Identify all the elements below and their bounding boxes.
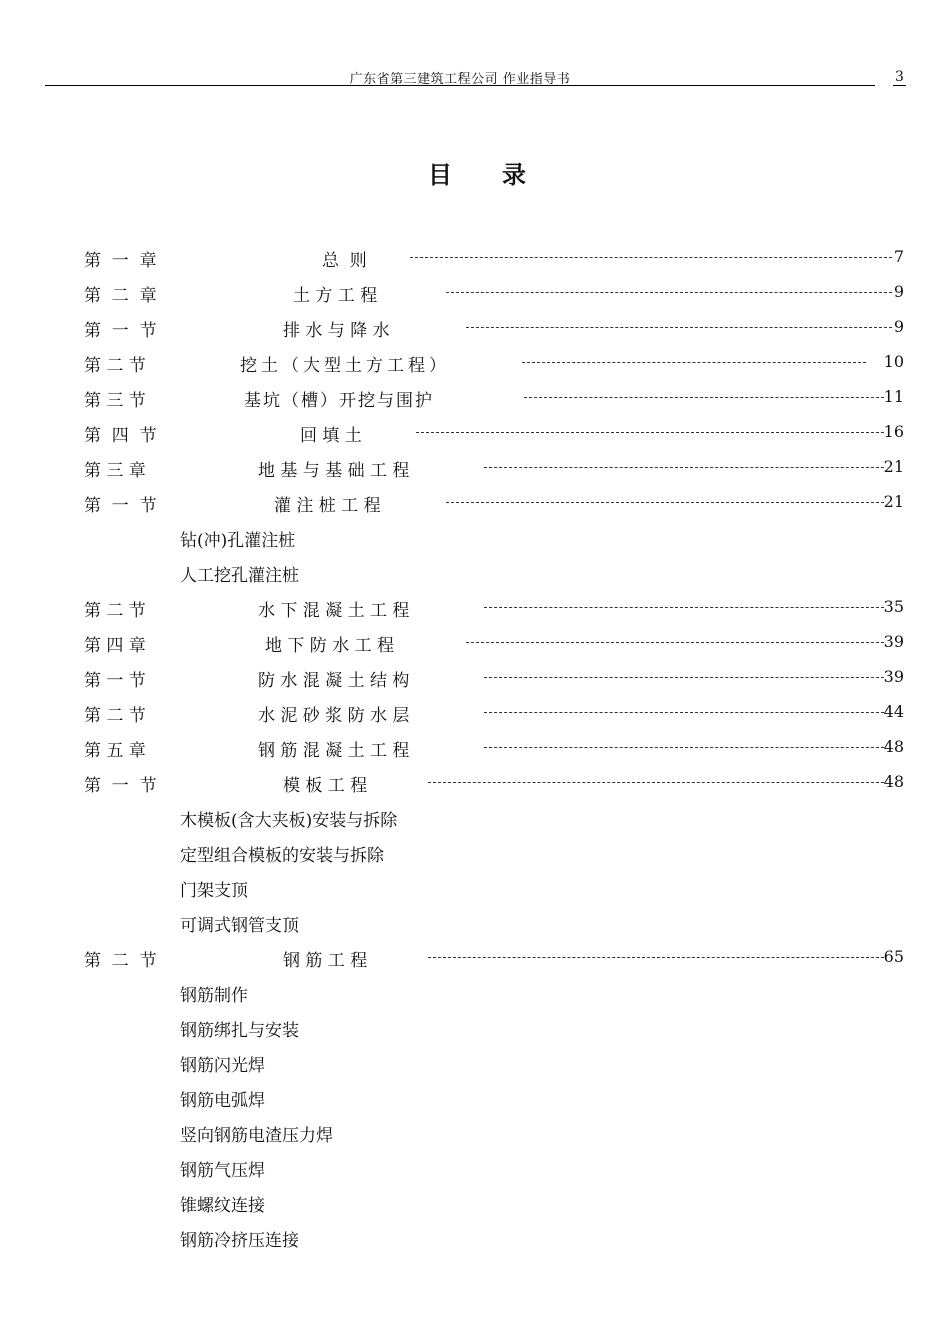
toc-title: 水 下 混 凝 土 工 程 [258,601,410,621]
toc-page: 21 [883,457,904,476]
toc-page: 21 [883,492,904,511]
toc-subtitle: 钢筋绑扎与安装 [180,1021,299,1041]
toc-label: 第 四 节 [84,426,157,446]
toc-label: 第 二 节 [84,951,157,971]
toc-title: 排 水 与 降 水 [283,321,390,341]
toc-subtitle: 定型组合模板的安装与拆除 [180,846,384,866]
toc-entry[interactable] [0,590,950,625]
toc-page: 9 [893,282,904,301]
toc-entry[interactable] [0,380,950,415]
toc-label: 第 三 章 [84,461,146,481]
toc-entry[interactable] [0,485,950,520]
toc-label: 第 五 章 [84,741,146,761]
toc-subentry[interactable] [0,1185,950,1220]
toc-page: 39 [883,632,904,651]
toc-label: 第 二 节 [84,601,146,621]
toc-label: 第 三 节 [84,391,146,411]
toc-title: 水 泥 砂 浆 防 水 层 [258,706,410,726]
toc-entry[interactable] [0,310,950,345]
toc-subentry[interactable] [0,1080,950,1115]
toc-label: 第 一 节 [84,321,157,341]
toc-leader [428,782,884,783]
toc-title: 土 方 工 程 [293,286,378,306]
toc-label: 第 二 节 [84,706,146,726]
toc-subtitle: 门架支顶 [180,881,248,901]
toc-title: 钢 筋 混 凝 土 工 程 [258,741,410,761]
toc-label: 第 一 节 [84,496,157,516]
page-number: 3 [895,69,904,85]
toc-subtitle: 人工挖孔灌注桩 [180,566,299,586]
toc-subentry[interactable] [0,1150,950,1185]
toc-label: 第 二 章 [84,286,157,306]
toc-leader [446,292,892,293]
toc-title: 地 基 与 基 础 工 程 [258,461,410,481]
toc-leader [484,747,884,748]
toc-page: 9 [893,317,904,336]
toc-entry[interactable] [0,765,950,800]
toc-subentry[interactable] [0,870,950,905]
toc-subtitle: 钻(冲)孔灌注桩 [180,531,296,551]
toc-entry[interactable] [0,660,950,695]
toc-page: 11 [883,387,904,406]
toc-title: 模 板 工 程 [283,776,368,796]
toc-page: 35 [883,597,904,616]
toc-leader [524,397,884,398]
toc-leader [416,432,884,433]
toc-title: 钢 筋 工 程 [283,951,368,971]
toc-subtitle: 木模板(含大夹板)安装与拆除 [180,811,398,831]
toc-subentry[interactable] [0,835,950,870]
toc-subentry[interactable] [0,1220,950,1255]
toc-label: 第 二 节 [84,356,146,376]
toc-page: 48 [883,737,904,756]
toc-subtitle: 钢筋制作 [180,986,248,1006]
toc-subentry[interactable] [0,1045,950,1080]
toc-title: 灌 注 桩 工 程 [274,496,381,516]
page-title: 目录 [428,160,576,189]
toc-label: 第 一 节 [84,776,157,796]
toc-subtitle: 竖向钢筋电渣压力焊 [180,1126,333,1146]
toc-page: 48 [883,772,904,791]
toc-entry[interactable] [0,345,950,380]
toc-leader [446,502,884,503]
toc-title: 挖土（大型土方工程） [240,356,450,376]
toc-page: 65 [883,947,904,966]
page-header [45,68,875,86]
toc-entry[interactable] [0,730,950,765]
toc-subtitle: 钢筋电弧焊 [180,1091,265,1111]
toc-title: 地 下 防 水 工 程 [265,636,395,656]
toc-entry[interactable] [0,415,950,450]
header-rule [45,85,875,86]
toc-subtitle: 钢筋闪光焊 [180,1056,265,1076]
toc-subtitle: 锥螺纹连接 [180,1196,265,1216]
toc-entry[interactable] [0,625,950,660]
toc-subentry[interactable] [0,975,950,1010]
toc-page: 39 [883,667,904,686]
toc-subentry[interactable] [0,1115,950,1150]
toc-entry[interactable] [0,275,950,310]
toc-subtitle: 钢筋冷挤压连接 [180,1231,299,1251]
toc-page: 16 [883,422,904,441]
toc-entry[interactable] [0,240,950,275]
toc-leader [410,257,892,258]
toc-leader [466,642,884,643]
toc-subtitle: 钢筋气压焊 [180,1161,265,1181]
toc-subentry[interactable] [0,800,950,835]
toc-leader [484,712,884,713]
toc-leader [466,327,892,328]
toc-subentry[interactable] [0,520,950,555]
header-text: 广东省第三建筑工程公司 作业指导书 [349,72,571,87]
toc-entry[interactable] [0,940,950,975]
toc-subtitle: 可调式钢管支顶 [180,916,299,936]
toc-subentry[interactable] [0,555,950,590]
toc-entry[interactable] [0,695,950,730]
toc-leader [484,467,884,468]
toc-title: 基坑（槽）开挖与围护 [244,391,434,411]
toc-title: 回 填 土 [300,426,362,446]
toc-page: 10 [883,352,904,371]
toc-subentry[interactable] [0,905,950,940]
toc-leader [484,607,884,608]
toc-title: 总 则 [322,251,367,271]
toc-label: 第 一 章 [84,251,157,271]
toc-page: 44 [883,702,904,721]
toc-label: 第 四 章 [84,636,146,656]
toc-entry[interactable] [0,450,950,485]
toc-label: 第 一 节 [84,671,146,691]
toc-leader [428,957,884,958]
toc-title: 防 水 混 凝 土 结 构 [258,671,410,691]
toc-leader [522,362,866,363]
toc-leader [484,677,884,678]
toc-page: 7 [893,247,904,266]
toc-subentry[interactable] [0,1010,950,1045]
